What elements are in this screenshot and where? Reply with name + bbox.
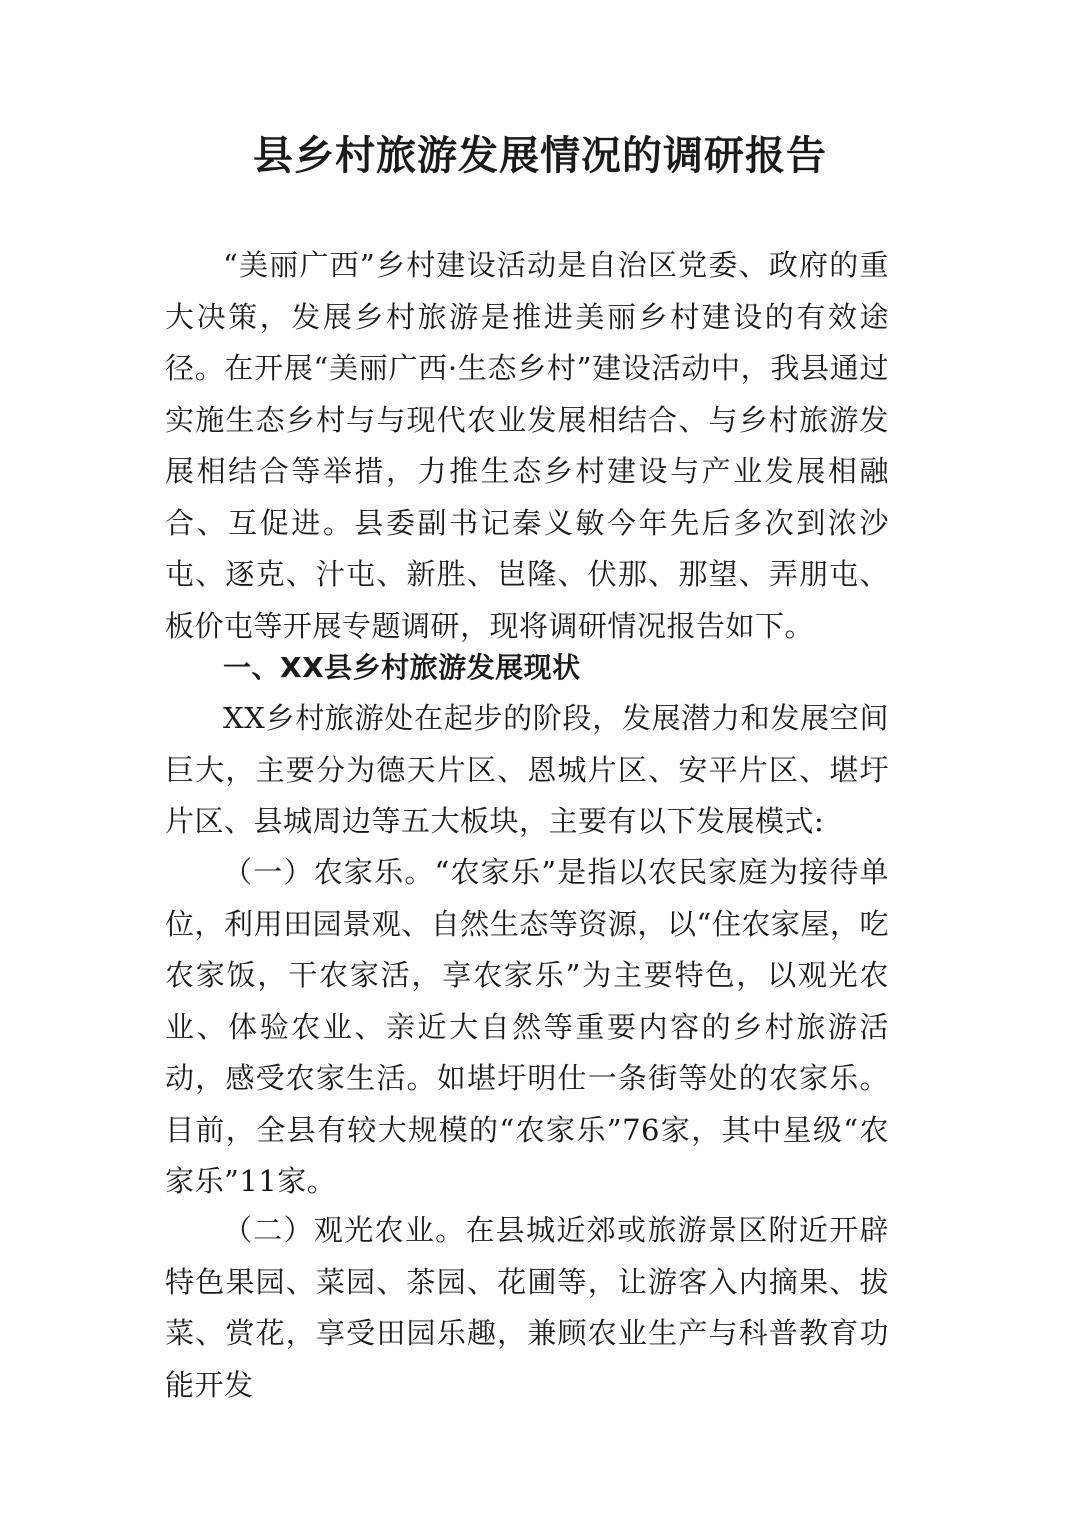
- paragraph-text: （二）观光农业。在县城近郊或旅游景区附近开辟特色果园、菜园、茶园、花圃等，让游客入内摘果、拔菜、赏花，享受田园乐趣，兼顾农业生产与科普教育功能开发: [165, 1213, 889, 1402]
- mode-sightseeing-agriculture-paragraph: [165, 1205, 889, 1411]
- paragraph-text: （一）农家乐。“农家乐”是指以农民家庭为接待单位，利用田园景观、自然生态等资源，以“住农家屋，吃农家饭，干农家活，享农家乐”为主要特色，以观光农业、体验农业、亲近大自然等重要内容的乡村旅游活动，感受农家生活。如堪圩明仕一条街等处的农家乐。目前，全县有较大规模的“农家乐”76家，其中星级“农家乐”11家。: [165, 855, 889, 1198]
- mode-farmhouse-paragraph: [165, 847, 889, 1208]
- intro-paragraph: [165, 240, 889, 652]
- section-heading-text: 一、XX县乡村旅游发展现状: [223, 651, 581, 684]
- section-heading: [165, 642, 889, 694]
- document-title: 县乡村旅游发展情况的调研报告: [253, 132, 827, 179]
- paragraph-text: XX乡村旅游处在起步的阶段，发展潜力和发展空间巨大，主要分为德天片区、恩城片区、安平片区、堪圩片区、县城周边等五大板块，主要有以下发展模式:: [165, 701, 889, 838]
- paragraph-text: “美丽广西”乡村建设活动是自治区党委、政府的重大决策，发展乡村旅游是推进美丽乡村建设的有效途径。在开展“美丽广西·生态乡村”建设活动中，我县通过实施生态乡村与与现代农业发展相结合、与乡村旅游发展相结合等举措，力推生态乡村建设与产业发展相融合、互促进。县委副书记秦义敏今年先后多次到浓沙屯、逐克、汁屯、新胜、岜隆、伏那、那望、弄朋屯、板价屯等开展专题调研，现将调研情况报告如下。: [165, 248, 889, 643]
- status-paragraph: [165, 693, 889, 848]
